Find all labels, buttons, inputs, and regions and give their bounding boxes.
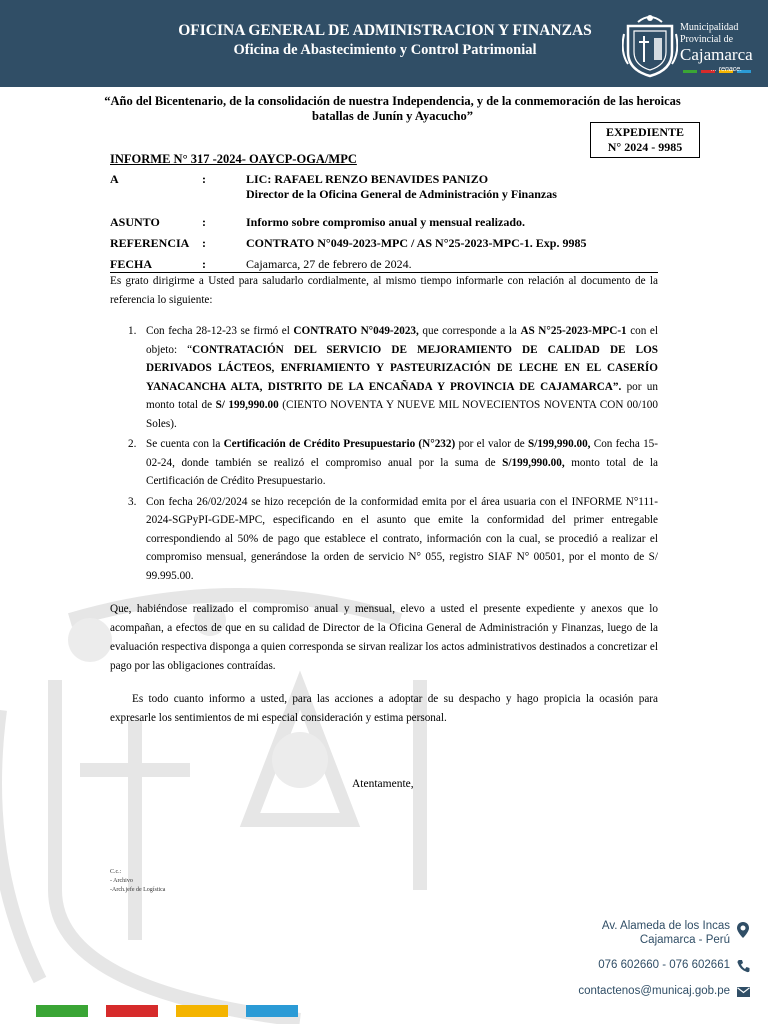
closing-paragraph: Que, habiéndose realizado el compromiso anual y mensual, elevo a usted el presente expediente y anexos que lo acompañan, a efectos de que en su calidad de Director de la Oficina General de Administración y Finanzas, luego de la evaluación respectiva disponga a quien corresponda se sirvan realizar los actos administrativos destinados a concretizar el pago por las obligaciones contraídas. (110, 603, 658, 672)
year-motto: “Año del Bicentenario, de la consolidación de nuestra Independencia, y de la conmemoración de las heroicas batallas de Junín y Ayacucho” (104, 94, 681, 123)
item-1-service-object: CONTRATACIÓN DEL SERVICIO DE MEJORAMIENTO DE CALIDAD DE LOS DERIVADOS LÁCTEOS, ENFRIAMIENTO Y PASTEURIZACIÓN DE LECHE EN EL CASERÍO YANACANCHA ALTA, DISTRITO DE LA ENCAÑADA Y PROVINCIA DE CAJAMARCA”. (146, 343, 658, 393)
item-1-text-1: Con fecha 28-12-23 se firmó el (146, 325, 294, 337)
final-paragraph: Es todo cuanto informo a usted, para las acciones a adoptar de su despacho y hago propicia la ocasión para expresarle los sentimientos de mi especial consideración y estima personal. (110, 693, 658, 724)
intro-paragraph: Es grato dirigirme a Usted para saludarlo cordialmente, al mismo tiempo informarle con relación al documento de la referencia lo siguiente: (110, 275, 658, 306)
item-1-amount-words: (CIENTO NOVENTA Y NUEVE MIL NOVECIENTOS NOVENTA CON 00/100 Soles). (146, 399, 658, 430)
brand-line-2: Provincial de (680, 34, 734, 45)
item-2-text-1: Se cuenta con la (146, 438, 224, 450)
item-2-text-3: Con fecha 15-02-24, donde también se realizó el compromiso anual por la suma de (146, 438, 658, 469)
municipality-brand (680, 22, 753, 64)
facts-list (128, 322, 658, 587)
phone-icon (737, 959, 750, 973)
municipal-crest-icon (622, 12, 678, 78)
expediente-number: N° 2024 - 9985 (607, 140, 683, 154)
footer-bar-red (106, 1005, 158, 1017)
list-item-number: 1. (128, 325, 137, 337)
expediente-label: EXPEDIENTE (605, 125, 685, 139)
expediente-box (590, 122, 700, 158)
item-2-text-2: por el valor de (455, 438, 528, 450)
location-pin-icon (737, 922, 749, 940)
field-asunto-label: ASUNTO (110, 215, 160, 229)
footer-bar-green (36, 1005, 88, 1017)
list-item-number: 2. (128, 438, 137, 450)
item-1-amount: S/ 199,990.00 (215, 399, 279, 411)
field-referencia-colon: : (202, 236, 206, 250)
list-item (128, 493, 658, 586)
report-number: INFORME N° 317 -2024- OAYCP-OGA/MPC (110, 152, 357, 166)
footer-email: contactenos@municaj.gob.pe (578, 985, 730, 997)
footer-address-2: Cajamarca - Perú (639, 934, 730, 946)
field-fecha-label: FECHA (110, 257, 152, 271)
field-asunto-colon: : (202, 215, 206, 229)
field-a-role: Director de la Oficina General de Administración y Finanzas (246, 187, 557, 201)
item-1-text-3: con el objeto: “ (146, 325, 658, 356)
field-fecha-value: Cajamarca, 27 de febrero de 2024. (246, 257, 412, 271)
item-1-as-number: AS N°25-2023-MPC-1 (520, 325, 627, 337)
cc-label: C.c.: (110, 869, 122, 875)
field-referencia-value: CONTRATO N°049-2023-MPC / AS N°25-2023-MPC-1. Exp. 9985 (246, 236, 587, 250)
field-a-name: LIC: RAFAEL RENZO BENAVIDES PANIZO (246, 172, 489, 186)
cc-line-2: -Arch.jefe de Logística (110, 887, 166, 893)
footer-bar-blue (246, 1005, 298, 1017)
field-asunto-value: Informo sobre compromiso anual y mensual realizado. (246, 215, 526, 229)
item-1-contract: CONTRATO N°049-2023, (293, 325, 419, 337)
cc-line-1: - Archivo (110, 878, 133, 884)
footer-bar-yellow (176, 1005, 228, 1017)
letterhead-banner (0, 0, 768, 87)
item-2-annual-amount: S/199,990.00, (502, 456, 565, 469)
footer-address-1: Av. Alameda de los Incas (601, 920, 730, 932)
item-2-certification: Certificación de Crédito Presupuestario (N°232) (223, 438, 456, 450)
field-a-label: A (110, 172, 119, 186)
list-item (128, 435, 658, 491)
field-a-colon: : (202, 172, 206, 186)
brand-line-1: Municipalidad (680, 22, 739, 33)
field-fecha-colon: : (202, 257, 206, 271)
field-referencia-label: REFERENCIA (110, 236, 190, 250)
brand-line-3: Cajamarca (680, 45, 753, 64)
signoff: Atentamente, (352, 778, 414, 790)
item-1-text-2: que corresponde a la (418, 325, 521, 337)
list-item (128, 322, 658, 433)
item-2-text-4: monto total de la Certificación de Crédito Presupuestario. (146, 456, 659, 487)
brand-tagline: ... renace. (711, 66, 743, 73)
office-title: OFICINA GENERAL DE ADMINISTRACION Y FINANZAS (178, 22, 592, 39)
item-2-amount: S/199,990.00, (528, 438, 591, 450)
item-3-text: Con fecha 26/02/2024 se hizo recepción de la conformidad emita por el área usuaria con el INFORME N°111-2024-SGPyPI-GDE-MPC, especificando en el asunto que emite la conformidad del primer entregable correspondiendo al 50% de pago que establece el contrato, información con la cual, se procedió a realizar el compromiso mensual, generándose la orden de servicio N° 055, registro SIAF N° 00501, por el monto de S/ 99.995.00. (146, 495, 658, 582)
item-1-text-4: por un monto total de (146, 380, 658, 411)
footer-phones: 076 602660 - 076 602661 (598, 959, 730, 971)
list-item-number: 3. (128, 495, 137, 508)
office-subtitle: Oficina de Abastecimiento y Control Patrimonial (233, 42, 537, 58)
envelope-icon (737, 987, 750, 997)
